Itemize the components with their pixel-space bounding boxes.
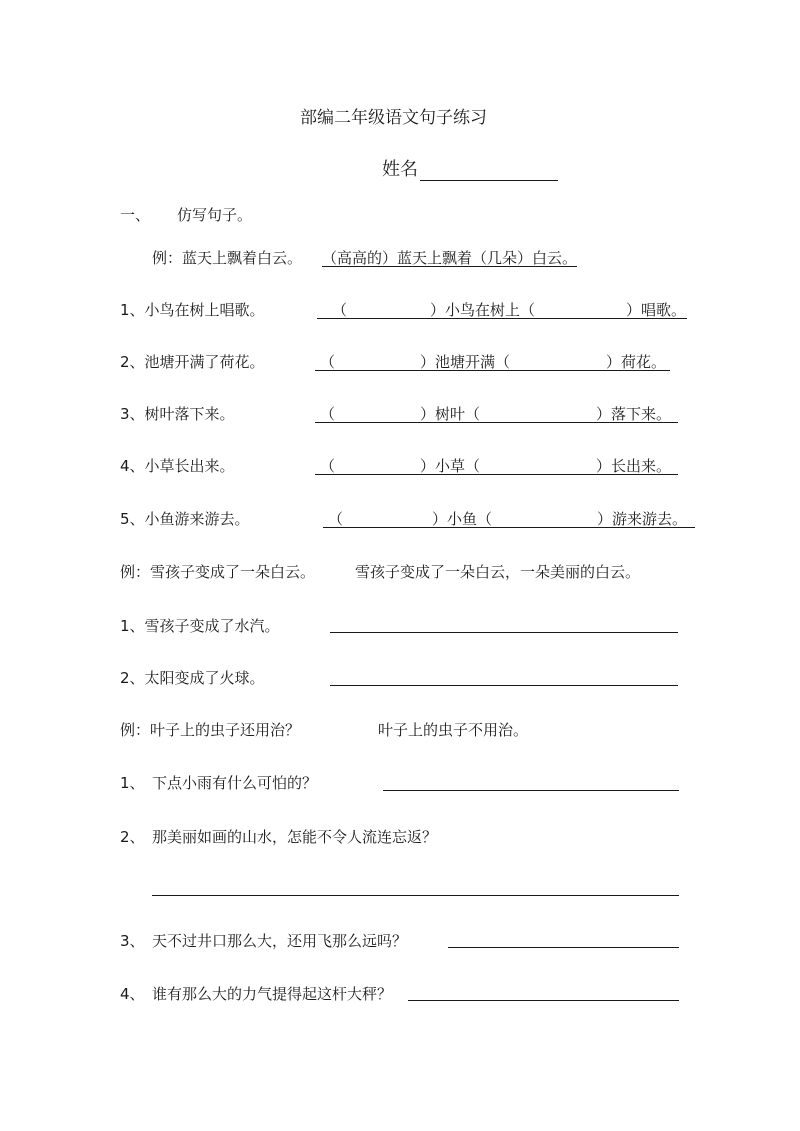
fill-question-5: 5、小鱼游来游去。 bbox=[120, 510, 250, 528]
convert-question-2: 那美丽如画的山水，怎能不令人流连忘返？ bbox=[152, 828, 438, 846]
convert-answer-line-3[interactable] bbox=[448, 947, 679, 948]
convert-answer-line-1[interactable] bbox=[383, 790, 679, 791]
convert-question-1: 下点小雨有什么可怕的？ bbox=[152, 774, 318, 792]
fill-end-5: ）游来游去。 bbox=[597, 510, 688, 528]
open-paren: （ bbox=[328, 510, 344, 528]
example-3-prefix: 例：叶子上的虫子还用治？ bbox=[120, 721, 301, 739]
rewrite-answer-line-1[interactable] bbox=[330, 632, 678, 633]
fill-end-3: ）落下来。 bbox=[596, 405, 672, 423]
rewrite-question-2: 2、太阳变成了火球。 bbox=[120, 669, 265, 687]
fill-end-1: ）唱歌。 bbox=[626, 301, 687, 319]
fill-mid-1: ）小鸟在树上（ bbox=[430, 301, 536, 319]
fill-mid-4: ）小草（ bbox=[420, 457, 481, 475]
example-2-answer: 雪孩子变成了一朵白云，一朵美丽的白云。 bbox=[355, 563, 641, 581]
open-paren: （ bbox=[332, 301, 348, 319]
fill-mid-5: ）小鱼（ bbox=[432, 510, 493, 528]
name-field-line[interactable] bbox=[420, 180, 558, 181]
section-number: 一、 bbox=[120, 206, 151, 224]
open-paren: （ bbox=[320, 353, 336, 371]
convert-number-1: 1、 bbox=[120, 774, 145, 792]
fill-mid-2: ）池塘开满（ bbox=[420, 353, 511, 371]
example-2-prefix: 例：雪孩子变成了一朵白云。 bbox=[120, 563, 316, 581]
example-1-prefix: 例：蓝天上飘着白云。 bbox=[152, 249, 303, 267]
fill-question-3: 3、树叶落下来。 bbox=[120, 405, 235, 423]
convert-number-4: 4、 bbox=[120, 985, 145, 1003]
rewrite-answer-line-2[interactable] bbox=[330, 685, 678, 686]
name-label: 姓名 bbox=[382, 159, 418, 180]
convert-question-3: 天不过井口那么大，还用飞那么远吗？ bbox=[152, 932, 408, 950]
fill-question-2: 2、池塘开满了荷花。 bbox=[120, 353, 265, 371]
convert-answer-line-2[interactable] bbox=[152, 895, 679, 896]
fill-question-1: 1、小鸟在树上唱歌。 bbox=[120, 301, 265, 319]
page-title: 部编二年级语文句子练习 bbox=[300, 108, 487, 128]
rewrite-question-1: 1、雪孩子变成了水汽。 bbox=[120, 617, 280, 635]
example-1-answer: （高高的）蓝天上飘着（几朵）白云。 bbox=[322, 249, 578, 267]
convert-number-2: 2、 bbox=[120, 828, 145, 846]
convert-number-3: 3、 bbox=[120, 932, 145, 950]
fill-end-2: ）荷花。 bbox=[606, 353, 667, 371]
fill-end-4: ）长出来。 bbox=[596, 457, 672, 475]
fill-mid-3: ）树叶（ bbox=[420, 405, 481, 423]
convert-answer-line-4[interactable] bbox=[408, 1000, 679, 1001]
example-3-answer: 叶子上的虫子不用治。 bbox=[378, 721, 529, 739]
open-paren: （ bbox=[320, 405, 336, 423]
fill-question-4: 4、小草长出来。 bbox=[120, 457, 235, 475]
convert-question-4: 谁有那么大的力气提得起这杆大秤？ bbox=[152, 985, 393, 1003]
open-paren: （ bbox=[320, 457, 336, 475]
section-heading: 仿写句子。 bbox=[177, 206, 253, 224]
